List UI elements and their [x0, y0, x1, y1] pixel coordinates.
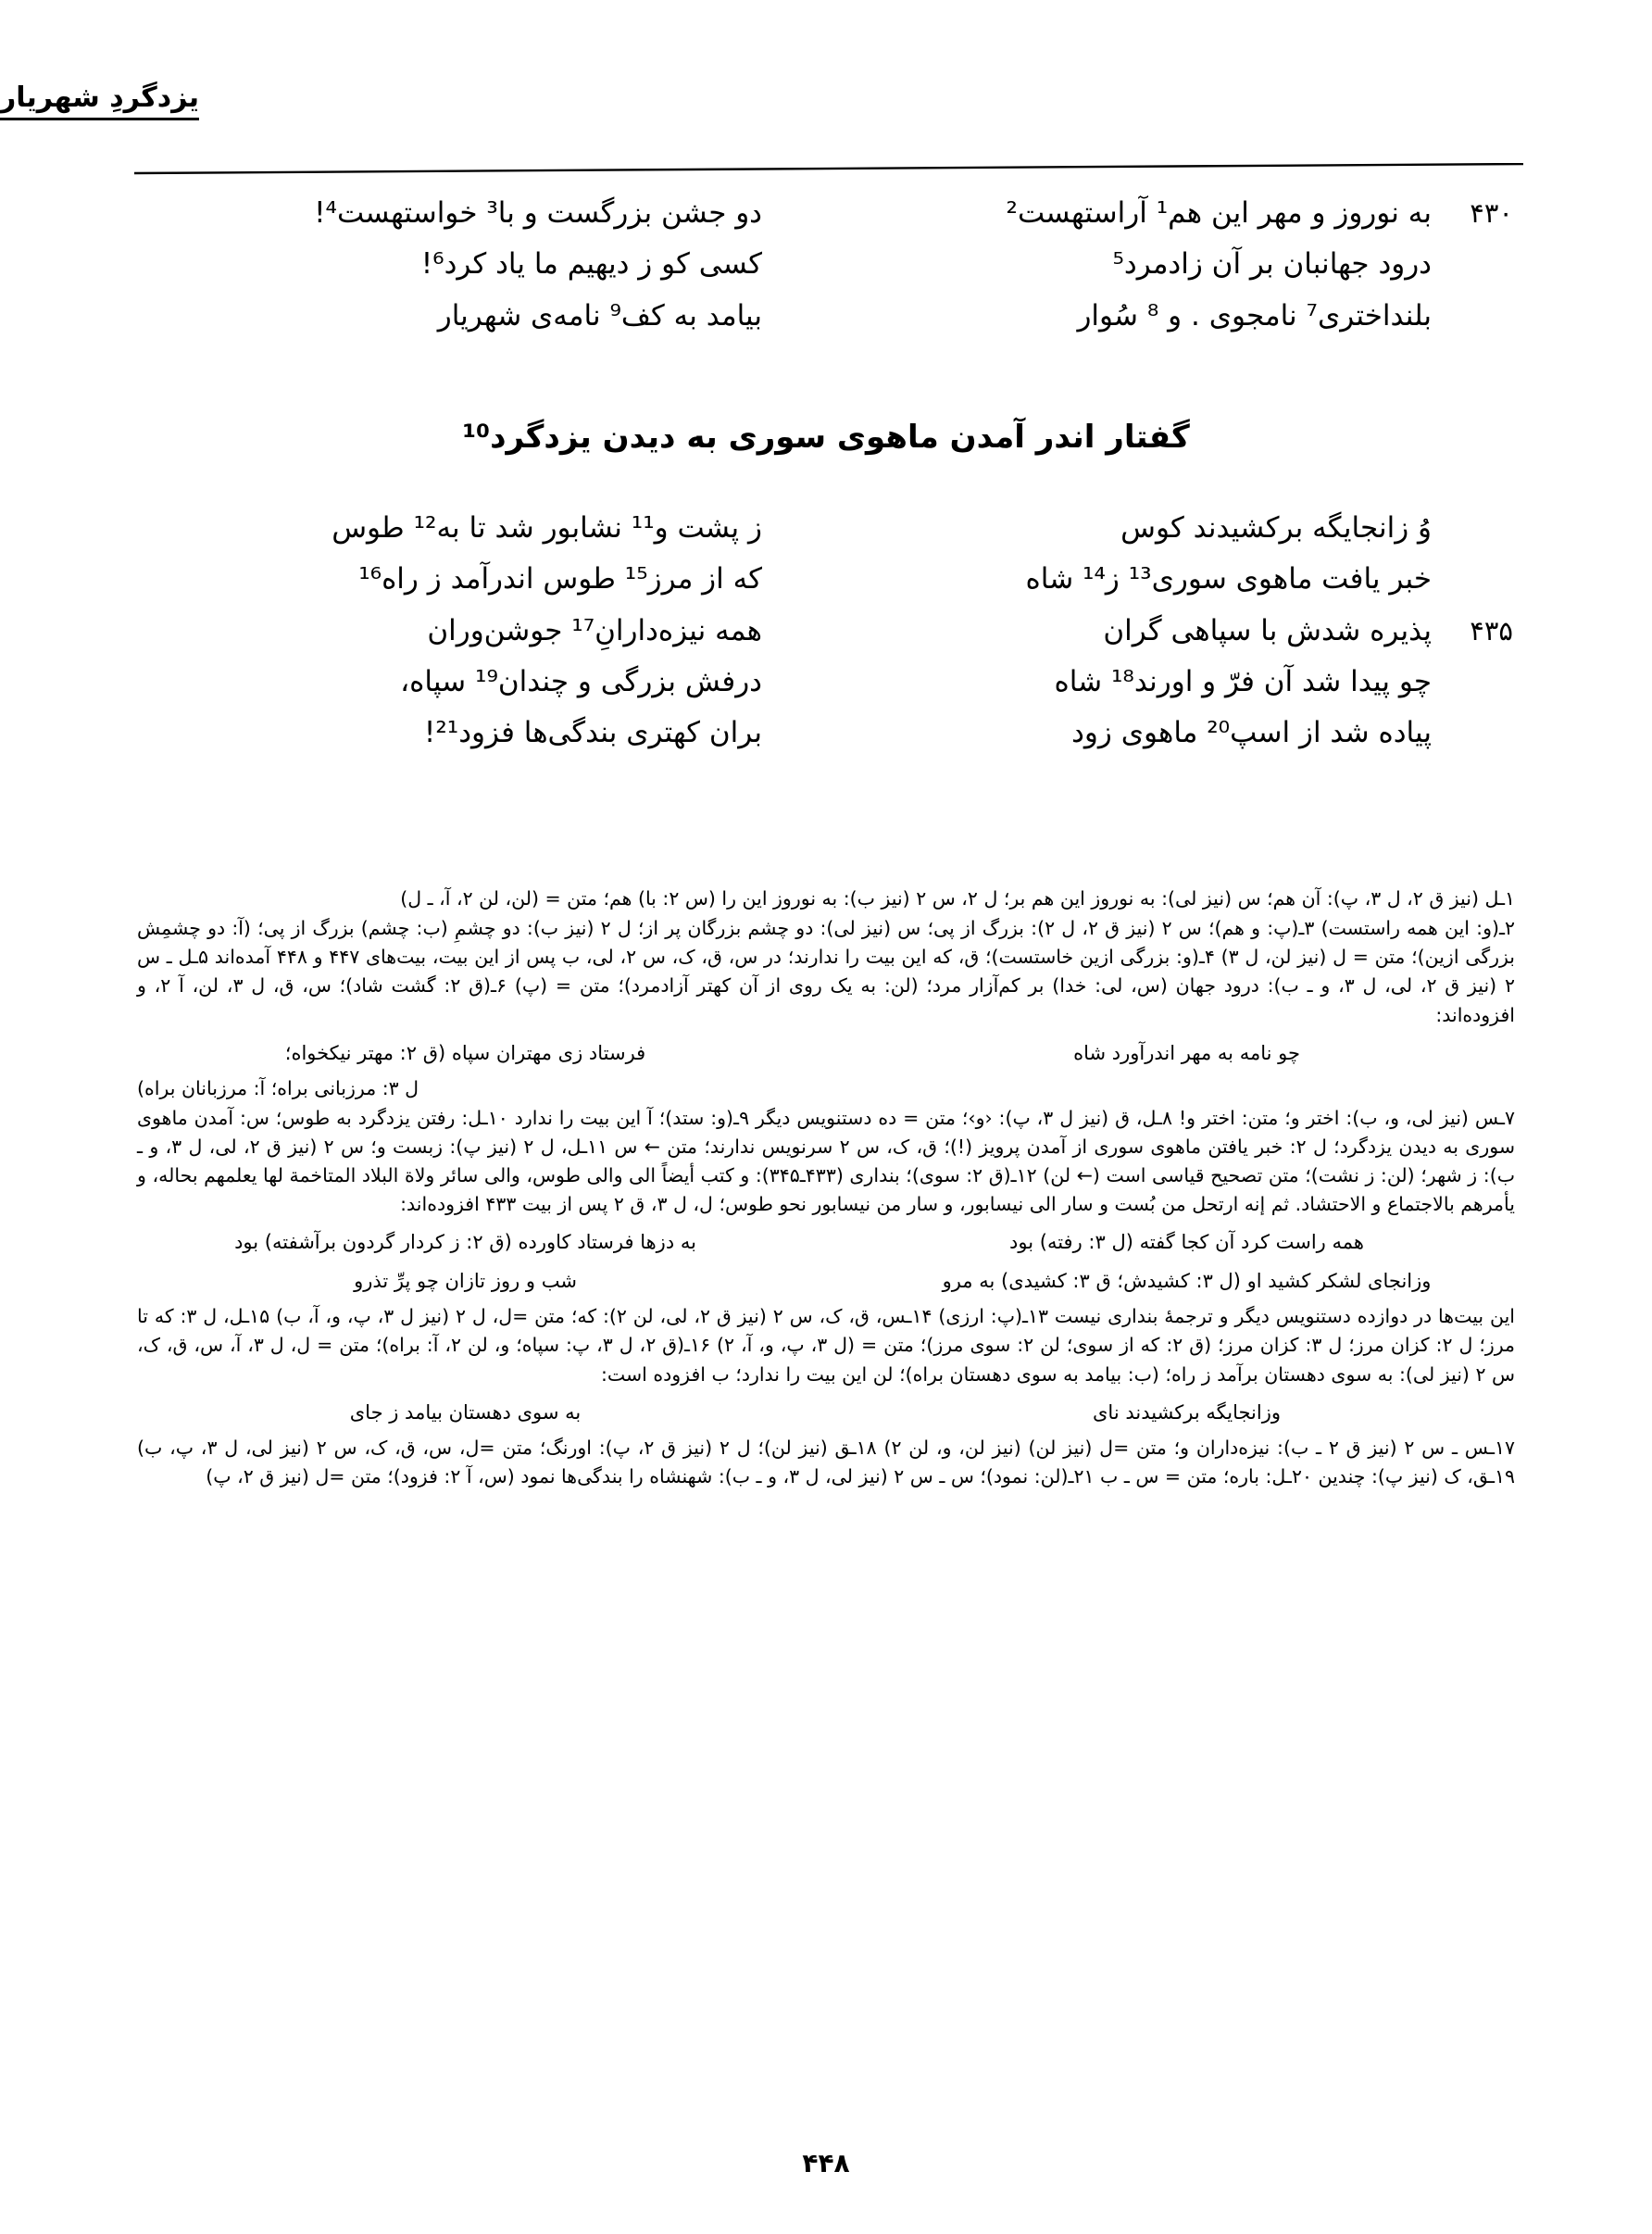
hemistich-left: کسی کو ز دیهیم ما یاد کرد⁶!: [420, 247, 762, 282]
hemistich-left: دو جشن بزرگست و با³ خواستهست⁴!: [314, 196, 762, 230]
hemistich-right: بلنداختری⁷ نامجوی . و ⁸ سُوار: [1077, 298, 1432, 333]
hemistich-right: به نوروز و مهر این هم¹ آراستهست²: [1006, 196, 1432, 230]
note-entry: ۲ـ(و: این همه راستست) ۳ـ(پ: و هم)؛ س ۲ (نیز ق ۲، ل ۲): بزرگ از پی؛ س (نیز لی): دو چشم بزرگان پر از؛ ل ۲ (نیز ب): دو چشمِ (ب: چشم) بزرگ از پی؛ (آ: دو چشمِش بزرگی ازین)؛ متن = ل (نیز لن، ل ۳) ۴ـ(و: بزرگی ازین خاستست)؛ ق، که این بیت را ندارند؛ در س، ق، ک، س ۲، لی، ب پس از این بیت، بیت‌های ۴۴۷ و ۴۴۸ آمده‌اند ۵ـل ـ س ۲ (نیز ق ۲، لی، ل ۳، و ـ ب): درود جهان (س، لی: خدا) بر کم‌آزار مرد؛ (لن: به یک روی از آن کهتر آزادمرد)؛ متن = (پ) ۶ـ(ق ۲: گشت شاد)؛ س، ق، ل ۳، لن، آ ۲، و افزوده‌اند:: [137, 917, 1516, 1026]
inset-couplet: [137, 1228, 1515, 1258]
verse-number: ۴۳۵: [1470, 614, 1513, 646]
couplet: [139, 244, 1513, 285]
inset-hemistich-left: به سوی دهستان بیامد ز جای: [349, 1400, 582, 1424]
note-entry: ۱۷ـس ـ س ۲ (نیز ق ۲ ـ ب): نیزه‌داران و؛ متن =ل (نیز لن) (نیز لن، و، لن ۲) ۱۸ـق (نیز لن)؛ ل ۲ (نیز ق ۲، پ): اورنگ؛ متن =ل، س، ق، ک، س ۲ (نیز لی، ل ۳، پ، ب) ۱۹ـق، ک (نیز پ): چندین ۲۰ـل: باره؛ متن = س ـ ب ۲۱ـ(لن: نمود)؛ س ـ س ۲ (نیز لی، ل ۳، و ـ ب): شهنشاه را بندگی‌ها نمود (س، آ ۲: فزود)؛ متن =ل (نیز ق ۲، پ): [137, 1436, 1515, 1487]
inset-hemistich-left: به دزها فرستاد کاورده (ق ۲: ز کردار گردون برآشفته) بود: [234, 1231, 696, 1254]
hemistich-left: بیامد به کف⁹ نامه‌ی شهریار: [437, 298, 762, 333]
verse-number: ۴۳۰: [1470, 197, 1513, 229]
hemistich-right: پذیره شدش با سپاهی گران: [1103, 613, 1432, 647]
running-head: [0, 82, 1522, 120]
note-entry: ۱ـل (نیز ق ۲، ل ۳، پ): آن هم؛ س (نیز لی): به نوروز این هم بر؛ ل ۲، س ۲ (نیز ب): به نوروز این را (س ۲: با) هم؛ متن = (لن، لن ۲، آ، ـ ل): [400, 887, 1515, 910]
inset-couplet: [137, 1267, 1515, 1297]
critical-apparatus: [137, 885, 1515, 1492]
inset-hemistich-left: شب و روز تازان چو پرِّ تذرو: [354, 1270, 577, 1293]
couplet: [139, 508, 1513, 549]
couplet: [139, 295, 1513, 337]
hemistich-right: چو پیدا شد آن فرّ و اورند¹⁸ شاه: [1054, 664, 1432, 698]
hemistich-left: ز پشت و¹¹ نشابور شد تا به¹² طوس: [332, 511, 762, 545]
hemistich-left: درفش بزرگی و چندان¹⁹ سپاه،: [400, 664, 762, 698]
inset-hemistich-right: چو نامه به مهر اندرآورد شاه: [1073, 1041, 1300, 1064]
hemistich-right: پیاده شد از اسپ²⁰ ماهوی زود: [1071, 716, 1432, 749]
hemistich-right: خبر یافت ماهوی سوری¹³ ز¹⁴ شاه: [1025, 562, 1432, 596]
couplet: [139, 661, 1513, 703]
note-entry: ۷ـس (نیز لی، و، ب): اختر و؛ متن: اختر و! ۸ـل، ق (نیز ل ۳، پ): ‹و›؛ متن = ده دستنویس دیگر ۹ـ(و: ستد)؛ آ این بیت را ندارد ۱۰ـل: رفتن یزدگرد به طوس؛ س: آمدن ماهوی سوری به دیدن یزدگرد؛ ل ۲: خبر یافتن ماهوی سوری از آمدن پرویز (!)؛ ق، ک، س ۲ سرنویس ندارند؛ متن ← س ۱۱ـل، ل ۲ (نیز پ): زبست و؛ س ۲ (نیز ق ۲، لی، ل ۳، و ـ ب): ز شهر؛ (لن: ز نشت)؛ متن تصحیح قیاسی است (← لن) ۱۲ـ(ق ۲: سوی)؛ بنداری (۴۳۳ـ۳۴۵): و کتب أیضاً الی والی طوس، والی سائر ولاة البلاد المتاخمة لها یعلمهم بحاله، و یأمرهم بالاجتماع و الاحتشاد. ثم إنه ارتحل من بُست و سار الی نیسابور، و سار من نیسابور نحو طوس؛ ل، ل ۳، ق ۲ پس از بیت ۴۳۳ افزوده‌اند:: [137, 1106, 1516, 1216]
couplet: [139, 610, 1513, 652]
couplet: [139, 193, 1513, 234]
hemistich-left: همه نیزه‌دارانِ¹⁷ جوشن‌وران: [427, 613, 762, 647]
inset-couplet: [137, 1399, 1515, 1428]
verse-block-two: [139, 508, 1513, 763]
header-divider-rule: [134, 163, 1523, 176]
couplet: [139, 712, 1513, 754]
hemistich-left: که از مرز¹⁵ طوس اندرآمد ز راه¹⁶: [358, 562, 762, 596]
hemistich-left: بران کهتری بندگی‌ها فزود²¹!: [423, 716, 762, 749]
inset-couplet: [137, 1039, 1515, 1069]
running-head-title: یزدگردِ شهریار: [0, 82, 199, 120]
section-heading: گفتار اندر آمدن ماهوی سوری به دیدن یزدگرد¹⁰: [462, 419, 1190, 456]
verse-block-one: [139, 193, 1513, 346]
note-entry-tail: ل ۳: مرزبانی براه؛ آ: مرزبانان براه): [137, 1076, 419, 1099]
hemistich-right: درود جهانبان بر آن زادمرد⁵: [1112, 247, 1432, 282]
inset-hemistich-right: وزانجای لشکر کشید او (ل ۳: کشیدش؛ ق ۳: کشیدی) به مرو: [942, 1270, 1432, 1293]
inset-hemistich-left: فرستاد زی مهتران سپاه (ق ۲: مهتر نیکخواه؛: [284, 1041, 646, 1064]
inset-hemistich-right: وزانجایگه برکشیدند نای: [1092, 1400, 1282, 1424]
hemistich-right: وُ زانجایگه برکشیدند کوس: [1120, 511, 1432, 545]
note-entry: این بیت‌ها در دوازده دستنویس دیگر و ترجمهٔ بنداری نیست ۱۳ـ(پ: ارزی) ۱۴ـس، ق، ک، س ۲ (نیز ق ۲، لی، لن ۲): که؛ متن =ل، ل ۲ (نیز ل ۳، پ، و، آ، ب) ۱۵ـل، ل ۳: که تا مرز؛ ل ۲: کزان مرز؛ ل ۳: کزان مرز؛ (ق ۲: که از سوی؛ لن ۲: سوی مرز)؛ متن = (ل ۳، پ، و، آ، ۲) ۱۶ـ(ق ۲، ل ۳، پ: سپاه؛ و، لن ۲، آ: براه)؛ متن = ل، ل ۳، آ، س، ق، ک، س ۲ (نیز لی): به سوی دهستان برآمد ز راه؛ (ب: بیامد به سوی دهستان براه)؛ لن این بیت را ندارد؛ ب افزوده است:: [137, 1305, 1516, 1386]
folio-number: ۴۴۸: [802, 2148, 850, 2178]
inset-hemistich-right: همه راست کرد آن کجا گفته (ل ۳: رفته) بود: [1009, 1231, 1364, 1254]
couplet: [139, 558, 1513, 600]
